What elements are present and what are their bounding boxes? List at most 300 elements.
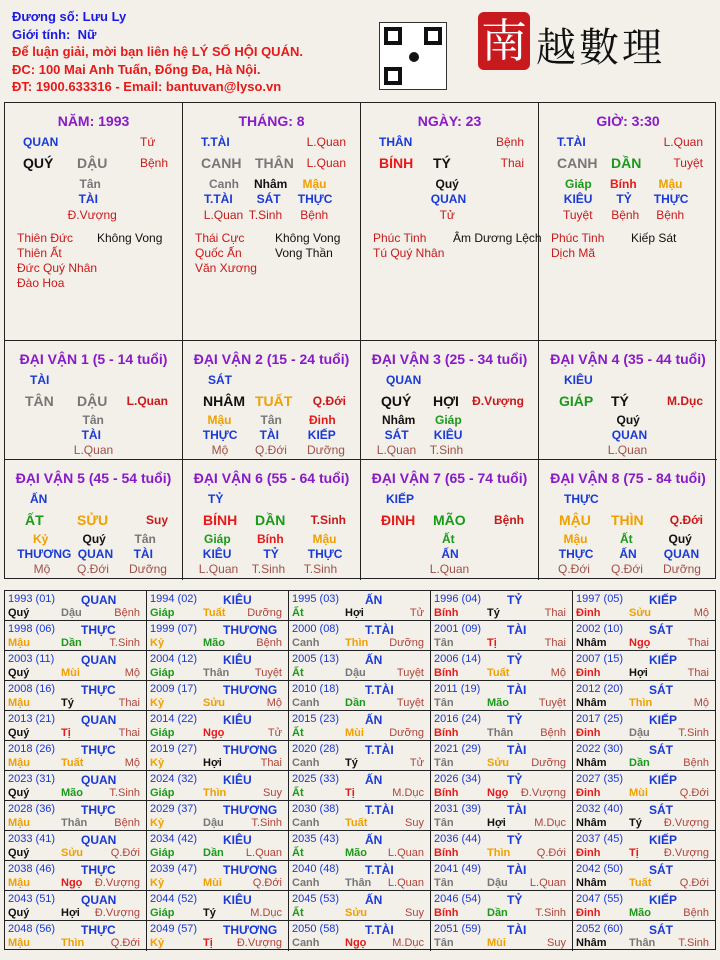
year-cycle: T.Sinh	[109, 787, 140, 799]
year-chi: Sửu	[345, 907, 368, 919]
hidden-stem: Quý	[616, 413, 640, 427]
year-label: 1999 (07)	[150, 623, 198, 635]
year-god: T.TÀI	[365, 683, 394, 697]
hidden-god: THỰC	[297, 192, 333, 206]
hidden-stem: Đinh	[309, 413, 336, 427]
year-can: Canh	[292, 937, 320, 949]
dai-van-god: KIẾP	[386, 492, 415, 506]
pillar-1	[5, 103, 183, 341]
year-can: Kỷ	[150, 817, 165, 829]
dai-van-title: ĐẠI VẬN 7 (65 - 74 tuổi)	[371, 470, 528, 486]
hidden-stem: Mậu	[312, 532, 337, 546]
hidden-cycle: T.Sinh	[429, 443, 464, 457]
pillar-title: NGÀY: 23	[417, 113, 482, 129]
year-can: Tân	[434, 817, 454, 829]
year-label: 2032 (40)	[576, 803, 624, 815]
year-god: TỶ	[507, 773, 523, 787]
year-cell	[147, 771, 289, 801]
hidden-god: THỰC	[653, 192, 689, 206]
star-right: Không Vong	[97, 231, 163, 245]
year-label: 2014 (22)	[150, 713, 198, 725]
owner-line: Đương số: Lưu Ly	[12, 9, 127, 24]
year-can: Mậu	[8, 697, 30, 709]
year-god: QUAN	[81, 833, 117, 847]
dai-van-title: ĐẠI VẬN 5 (45 - 54 tuổi)	[15, 470, 172, 486]
year-cycle: T.Sinh	[251, 817, 282, 829]
year-cell	[5, 651, 147, 681]
year-god: THỰC	[81, 863, 116, 877]
year-cycle: Mộ	[124, 757, 140, 769]
year-god: THỰC	[81, 743, 116, 757]
year-god: T.TÀI	[365, 743, 394, 757]
year-chi: Hợi	[629, 667, 648, 679]
year-cycle: Q.Đới	[536, 847, 566, 859]
year-cycle: Đ.Vượng	[94, 907, 140, 919]
year-god: KIÊU	[223, 893, 252, 907]
year-cycle: Suy	[263, 787, 282, 799]
year-label: 2045 (53)	[292, 893, 340, 905]
year-god: TỶ	[507, 893, 523, 907]
year-cell	[147, 891, 289, 921]
hidden-stem: Tân	[79, 177, 101, 191]
year-cell	[289, 801, 431, 831]
year-cell	[573, 831, 715, 861]
hidden-cycle: Tử	[439, 208, 455, 222]
year-chi: Tý	[61, 697, 74, 709]
year-can: Canh	[292, 757, 320, 769]
year-chi: Tuất	[345, 817, 368, 829]
year-cell	[289, 891, 431, 921]
year-cell	[431, 711, 573, 741]
hidden-cycle: Q.Đới	[77, 562, 109, 576]
hidden-god: TÀI	[78, 192, 98, 206]
year-god: KIÊU	[223, 713, 252, 727]
year-can: Mậu	[8, 757, 30, 769]
hidden-stem: Mậu	[302, 177, 327, 191]
year-cycle: Bệnh	[540, 727, 566, 739]
year-cell	[431, 801, 573, 831]
year-can: Quý	[8, 727, 30, 739]
year-cycle: Dưỡng	[531, 757, 566, 769]
year-god: KIÊU	[223, 593, 252, 607]
year-god: KIÊU	[223, 833, 252, 847]
year-cell	[147, 741, 289, 771]
year-label: 1998 (06)	[8, 623, 56, 635]
year-label: 2037 (45)	[576, 833, 624, 845]
dai-van-title: ĐẠI VẬN 1 (5 - 14 tuổi)	[19, 351, 168, 367]
year-label: 2029 (37)	[150, 803, 198, 815]
year-can: Kỷ	[150, 877, 165, 889]
star-right: Vong Thần	[275, 246, 333, 260]
year-cycle: Dưỡng	[389, 727, 424, 739]
year-can: Giáp	[150, 727, 175, 739]
year-cell	[431, 921, 573, 951]
hidden-god: QUAN	[430, 192, 467, 206]
year-cycle: M.Dục	[392, 787, 424, 799]
dai-van-god: TỶ	[208, 492, 224, 506]
dai-van-can: BÍNH	[203, 512, 238, 528]
year-chi: Tuất	[487, 667, 510, 679]
pillar-top-left: T.TÀI	[557, 135, 586, 149]
year-chi: Thân	[487, 727, 514, 739]
dai-van-7	[361, 460, 539, 580]
hidden-god: TÀI	[133, 547, 153, 561]
dai-van-cycle: Q.Đới	[669, 513, 703, 527]
year-chi: Thìn	[345, 637, 369, 649]
year-cell	[431, 681, 573, 711]
year-cell	[431, 771, 573, 801]
year-label: 2025 (33)	[292, 773, 340, 785]
year-cell	[5, 741, 147, 771]
year-label: 2047 (55)	[576, 893, 624, 905]
hidden-god: ẤN	[619, 547, 637, 561]
year-label: 2006 (14)	[434, 653, 482, 665]
year-god: THƯƠNG	[223, 743, 278, 757]
dai-van-title: ĐẠI VẬN 6 (55 - 64 tuổi)	[193, 470, 350, 486]
hidden-stem: Giáp	[204, 532, 231, 546]
year-can: Nhâm	[576, 637, 607, 649]
year-chi: Mùi	[629, 787, 648, 799]
year-can: Bính	[434, 607, 459, 619]
year-chi: Tuất	[203, 607, 226, 619]
dai-van-can: QUÝ	[381, 393, 412, 409]
hidden-cycle: Q.Đới	[558, 562, 590, 576]
year-cell	[431, 651, 573, 681]
year-label: 2009 (17)	[150, 683, 198, 695]
year-cycle: Mộ	[550, 667, 566, 679]
year-chi: Dần	[345, 697, 366, 709]
pillar-top-left: QUAN	[23, 135, 59, 149]
year-cell	[573, 621, 715, 651]
year-cell	[289, 591, 431, 621]
year-cell	[5, 711, 147, 741]
year-label: 2028 (36)	[8, 803, 56, 815]
hidden-cycle: T.Sinh	[248, 208, 283, 222]
pillar-cycle: Tuyệt	[673, 156, 703, 170]
phone-email-line[interactable]: ĐT: 1900.633316 - Email: bantuvan@lyso.vn	[12, 79, 282, 94]
year-label: 2026 (34)	[434, 773, 482, 785]
hidden-stem: Nhâm	[254, 177, 288, 191]
logo-text: 越數理	[536, 25, 665, 71]
year-god: THỰC	[81, 923, 116, 937]
year-chi: Thìn	[61, 937, 85, 949]
hidden-god: SÁT	[384, 428, 409, 442]
year-chi: Mùi	[203, 877, 222, 889]
year-label: 2039 (47)	[150, 863, 198, 875]
year-label: 2035 (43)	[292, 833, 340, 845]
dai-van-can: GIÁP	[559, 393, 594, 409]
hidden-stem: Tân	[134, 532, 156, 546]
gender-line: Giới tính: Nữ	[12, 26, 97, 42]
year-god: TÀI	[507, 683, 527, 697]
hidden-cycle: Dưỡng	[663, 562, 701, 576]
dai-van-6	[183, 460, 361, 580]
year-label: 2003 (11)	[8, 653, 55, 665]
pillar-title: THÁNG: 8	[238, 113, 305, 129]
star-right: Kiếp Sát	[631, 231, 677, 245]
year-can: Kỷ	[150, 937, 165, 949]
year-cell	[147, 621, 289, 651]
year-god: KIẾP	[649, 833, 678, 847]
year-label: 2021 (29)	[434, 743, 482, 755]
year-can: Tân	[434, 757, 454, 769]
year-cell	[573, 891, 715, 921]
year-cycle: Tuyệt	[538, 697, 566, 709]
year-god: ẤN	[365, 773, 383, 787]
year-chi: Ngọ	[629, 637, 651, 649]
year-god: ẤN	[365, 833, 383, 847]
year-cell	[147, 801, 289, 831]
hidden-cycle: Mộ	[211, 443, 229, 457]
pillar-cycle: Bệnh	[139, 156, 168, 170]
year-god: T.TÀI	[365, 803, 394, 817]
hidden-god: KIÊU	[202, 547, 232, 561]
year-cell	[147, 591, 289, 621]
pillar-chi: THÂN	[255, 155, 294, 171]
hidden-cycle: Mộ	[33, 562, 51, 576]
year-chi: Ngọ	[61, 877, 83, 889]
year-can: Mậu	[8, 637, 30, 649]
year-cycle: M.Dục	[392, 937, 424, 949]
year-cell	[573, 591, 715, 621]
year-cycle: L.Quan	[245, 847, 282, 859]
year-cell	[147, 921, 289, 951]
year-can: Mậu	[8, 817, 30, 829]
year-cell	[289, 831, 431, 861]
hidden-god: KIẾP	[307, 428, 336, 442]
year-cycle: Q.Đới	[252, 877, 282, 889]
year-can: Nhâm	[576, 697, 607, 709]
year-chi: Hợi	[61, 907, 80, 919]
year-chi: Tị	[487, 637, 497, 649]
hidden-god: KIÊU	[563, 192, 593, 206]
address-line: ĐC: 100 Mai Anh Tuấn, Đống Đa, Hà Nội.	[12, 61, 261, 77]
year-label: 2051 (59)	[434, 923, 482, 935]
year-cell	[431, 861, 573, 891]
year-cell	[147, 861, 289, 891]
year-label: 2048 (56)	[8, 923, 56, 935]
year-god: T.TÀI	[365, 863, 394, 877]
dai-van-chi: SỬU	[77, 512, 109, 528]
hidden-stem: Ất	[442, 532, 455, 546]
year-label: 2041 (49)	[434, 863, 482, 875]
year-cell	[147, 681, 289, 711]
dai-van-chi: DẦN	[255, 512, 286, 528]
year-god: ẤN	[365, 653, 383, 667]
hidden-stem: Mậu	[658, 177, 683, 191]
year-label: 2027 (35)	[576, 773, 624, 785]
year-god: THƯƠNG	[223, 923, 278, 937]
year-god: SÁT	[649, 623, 673, 637]
hidden-cycle: Q.Đới	[611, 562, 643, 576]
pillar-2	[183, 103, 361, 341]
year-chi: Tị	[345, 787, 355, 799]
year-cycle: Thai	[260, 757, 282, 769]
star-left: Thiên Đức	[17, 231, 74, 245]
year-can: Quý	[8, 907, 30, 919]
year-chi: Tuất	[629, 877, 652, 889]
year-can: Bính	[434, 787, 459, 799]
hidden-god: TÀI	[81, 428, 101, 442]
year-god: KIÊU	[223, 773, 252, 787]
hidden-cycle: T.Sinh	[251, 562, 286, 576]
year-cell	[5, 831, 147, 861]
year-label: 2010 (18)	[292, 683, 340, 695]
year-label: 2015 (23)	[292, 713, 340, 725]
year-can: Quý	[8, 667, 30, 679]
dai-van-cycle: Suy	[145, 513, 168, 527]
year-god: QUAN	[81, 653, 117, 667]
year-god: TÀI	[507, 803, 527, 817]
hidden-cycle: Bệnh	[611, 208, 640, 222]
year-cycle: Đ.Vượng	[236, 937, 282, 949]
hidden-stem: Quý	[82, 532, 106, 546]
dai-van-can: NHÂM	[203, 393, 245, 409]
year-can: Bính	[434, 907, 459, 919]
dai-van-2	[183, 341, 361, 460]
dai-van-god: KIÊU	[564, 373, 593, 387]
pillar-top-right: Tứ	[140, 135, 156, 149]
year-cycle: Dưỡng	[389, 637, 424, 649]
year-cell	[573, 771, 715, 801]
hidden-cycle: Q.Đới	[255, 443, 287, 457]
pillar-cycle: Thai	[500, 156, 524, 170]
year-chi: Dậu	[203, 817, 224, 829]
year-can: Đinh	[576, 607, 601, 619]
hidden-cycle: Bệnh	[300, 208, 329, 222]
dai-van-chi: DẬU	[77, 393, 108, 409]
star-left: Quốc Ấn	[195, 246, 242, 260]
year-can: Canh	[292, 817, 320, 829]
year-chi: Mùi	[487, 937, 506, 949]
year-label: 2008 (16)	[8, 683, 56, 695]
star-left: Đức Quý Nhân	[17, 261, 98, 275]
year-can: Ất	[292, 727, 304, 739]
year-chi: Hợi	[345, 607, 364, 619]
hidden-cycle: L.Quan	[203, 208, 244, 222]
year-chi: Sửu	[203, 697, 226, 709]
year-chi: Dậu	[487, 877, 508, 889]
year-god: TÀI	[507, 743, 527, 757]
year-label: 2031 (39)	[434, 803, 482, 815]
year-cycle: Bệnh	[256, 637, 282, 649]
pillar-chi: DẬU	[77, 155, 108, 171]
year-cell	[5, 801, 147, 831]
qr-code-icon[interactable]	[379, 22, 447, 90]
year-can: Quý	[8, 847, 30, 859]
dai-van-god: THỰC	[564, 492, 599, 506]
year-god: TÀI	[507, 863, 527, 877]
dai-van-chi: TÝ	[611, 393, 629, 409]
year-cycle: Thai	[544, 637, 566, 649]
star-right: Âm Dương Lệch	[453, 231, 542, 245]
year-label: 2030 (38)	[292, 803, 340, 815]
year-cell	[289, 921, 431, 951]
dai-van-chi: MÃO	[433, 512, 466, 528]
year-cell	[289, 681, 431, 711]
year-can: Ất	[292, 787, 304, 799]
year-god: SÁT	[649, 743, 673, 757]
year-god: TỶ	[507, 713, 523, 727]
chart-grid	[4, 102, 716, 579]
year-cell	[431, 741, 573, 771]
year-can: Bính	[434, 847, 459, 859]
year-cycle: Q.Đới	[679, 877, 709, 889]
year-cycle: Tuyệt	[254, 667, 282, 679]
hidden-god: THỰC	[202, 428, 238, 442]
logo-seal: 南	[478, 12, 530, 70]
year-cycle: Bệnh	[683, 907, 709, 919]
year-god: TÀI	[507, 623, 527, 637]
year-cell	[5, 861, 147, 891]
logo	[478, 12, 714, 70]
hidden-god: QUAN	[611, 428, 648, 442]
hidden-cycle: Dưỡng	[307, 443, 345, 457]
year-god: T.TÀI	[365, 923, 394, 937]
year-chi: Dậu	[61, 607, 82, 619]
star-left: Đào Hoa	[17, 276, 65, 290]
pillar-chi: DẦN	[611, 155, 642, 171]
year-cycle: Tử	[267, 727, 282, 739]
year-can: Canh	[292, 637, 320, 649]
year-can: Quý	[8, 607, 30, 619]
year-cell	[431, 891, 573, 921]
hidden-god: QUAN	[77, 547, 114, 561]
year-label: 2022 (30)	[576, 743, 624, 755]
dai-van-cycle: Bệnh	[494, 513, 524, 527]
hidden-cycle: L.Quan	[429, 562, 470, 576]
hidden-stem: Tân	[260, 413, 282, 427]
pillar-can: BÍNH	[379, 155, 414, 171]
year-chi: Ngọ	[345, 937, 367, 949]
pillar-top-left: T.TÀI	[201, 135, 230, 149]
year-chi: Sửu	[629, 607, 652, 619]
year-cycle: Mộ	[124, 667, 140, 679]
hidden-cycle: Dưỡng	[129, 562, 167, 576]
year-label: 2002 (10)	[576, 623, 624, 635]
pillar-top-right: L.Quan	[663, 135, 703, 149]
year-cycle: Thai	[544, 607, 566, 619]
dai-van-cycle: Đ.Vượng	[472, 394, 524, 408]
dai-van-5	[5, 460, 183, 580]
hidden-cycle: Đ.Vượng	[67, 208, 117, 222]
year-label: 2046 (54)	[434, 893, 482, 905]
year-cycle: Tuyệt	[396, 667, 424, 679]
hidden-cycle: Bệnh	[656, 208, 685, 222]
year-cycle: Mộ	[693, 697, 709, 709]
dai-van-can: MẬU	[559, 512, 591, 528]
year-chi: Tý	[203, 907, 216, 919]
hidden-god: QUAN	[663, 547, 700, 561]
year-chi: Thân	[203, 667, 230, 679]
year-chi: Dần	[61, 637, 82, 649]
dai-van-god: QUAN	[386, 373, 422, 387]
year-chi: Dậu	[629, 727, 650, 739]
year-chi: Sửu	[61, 847, 84, 859]
star-left: Văn Xương	[195, 261, 257, 275]
year-chi: Mão	[203, 637, 225, 649]
pillar-can: CANH	[201, 155, 242, 171]
year-god: QUAN	[81, 713, 117, 727]
year-label: 2005 (13)	[292, 653, 340, 665]
year-cycle: Đ.Vượng	[94, 877, 140, 889]
year-god: TÀI	[507, 923, 527, 937]
star-left: Tú Quý Nhân	[373, 246, 445, 260]
year-cycle: T.Sinh	[678, 937, 709, 949]
year-chi: Mão	[629, 907, 651, 919]
year-label: 2016 (24)	[434, 713, 482, 725]
year-cell	[5, 891, 147, 921]
